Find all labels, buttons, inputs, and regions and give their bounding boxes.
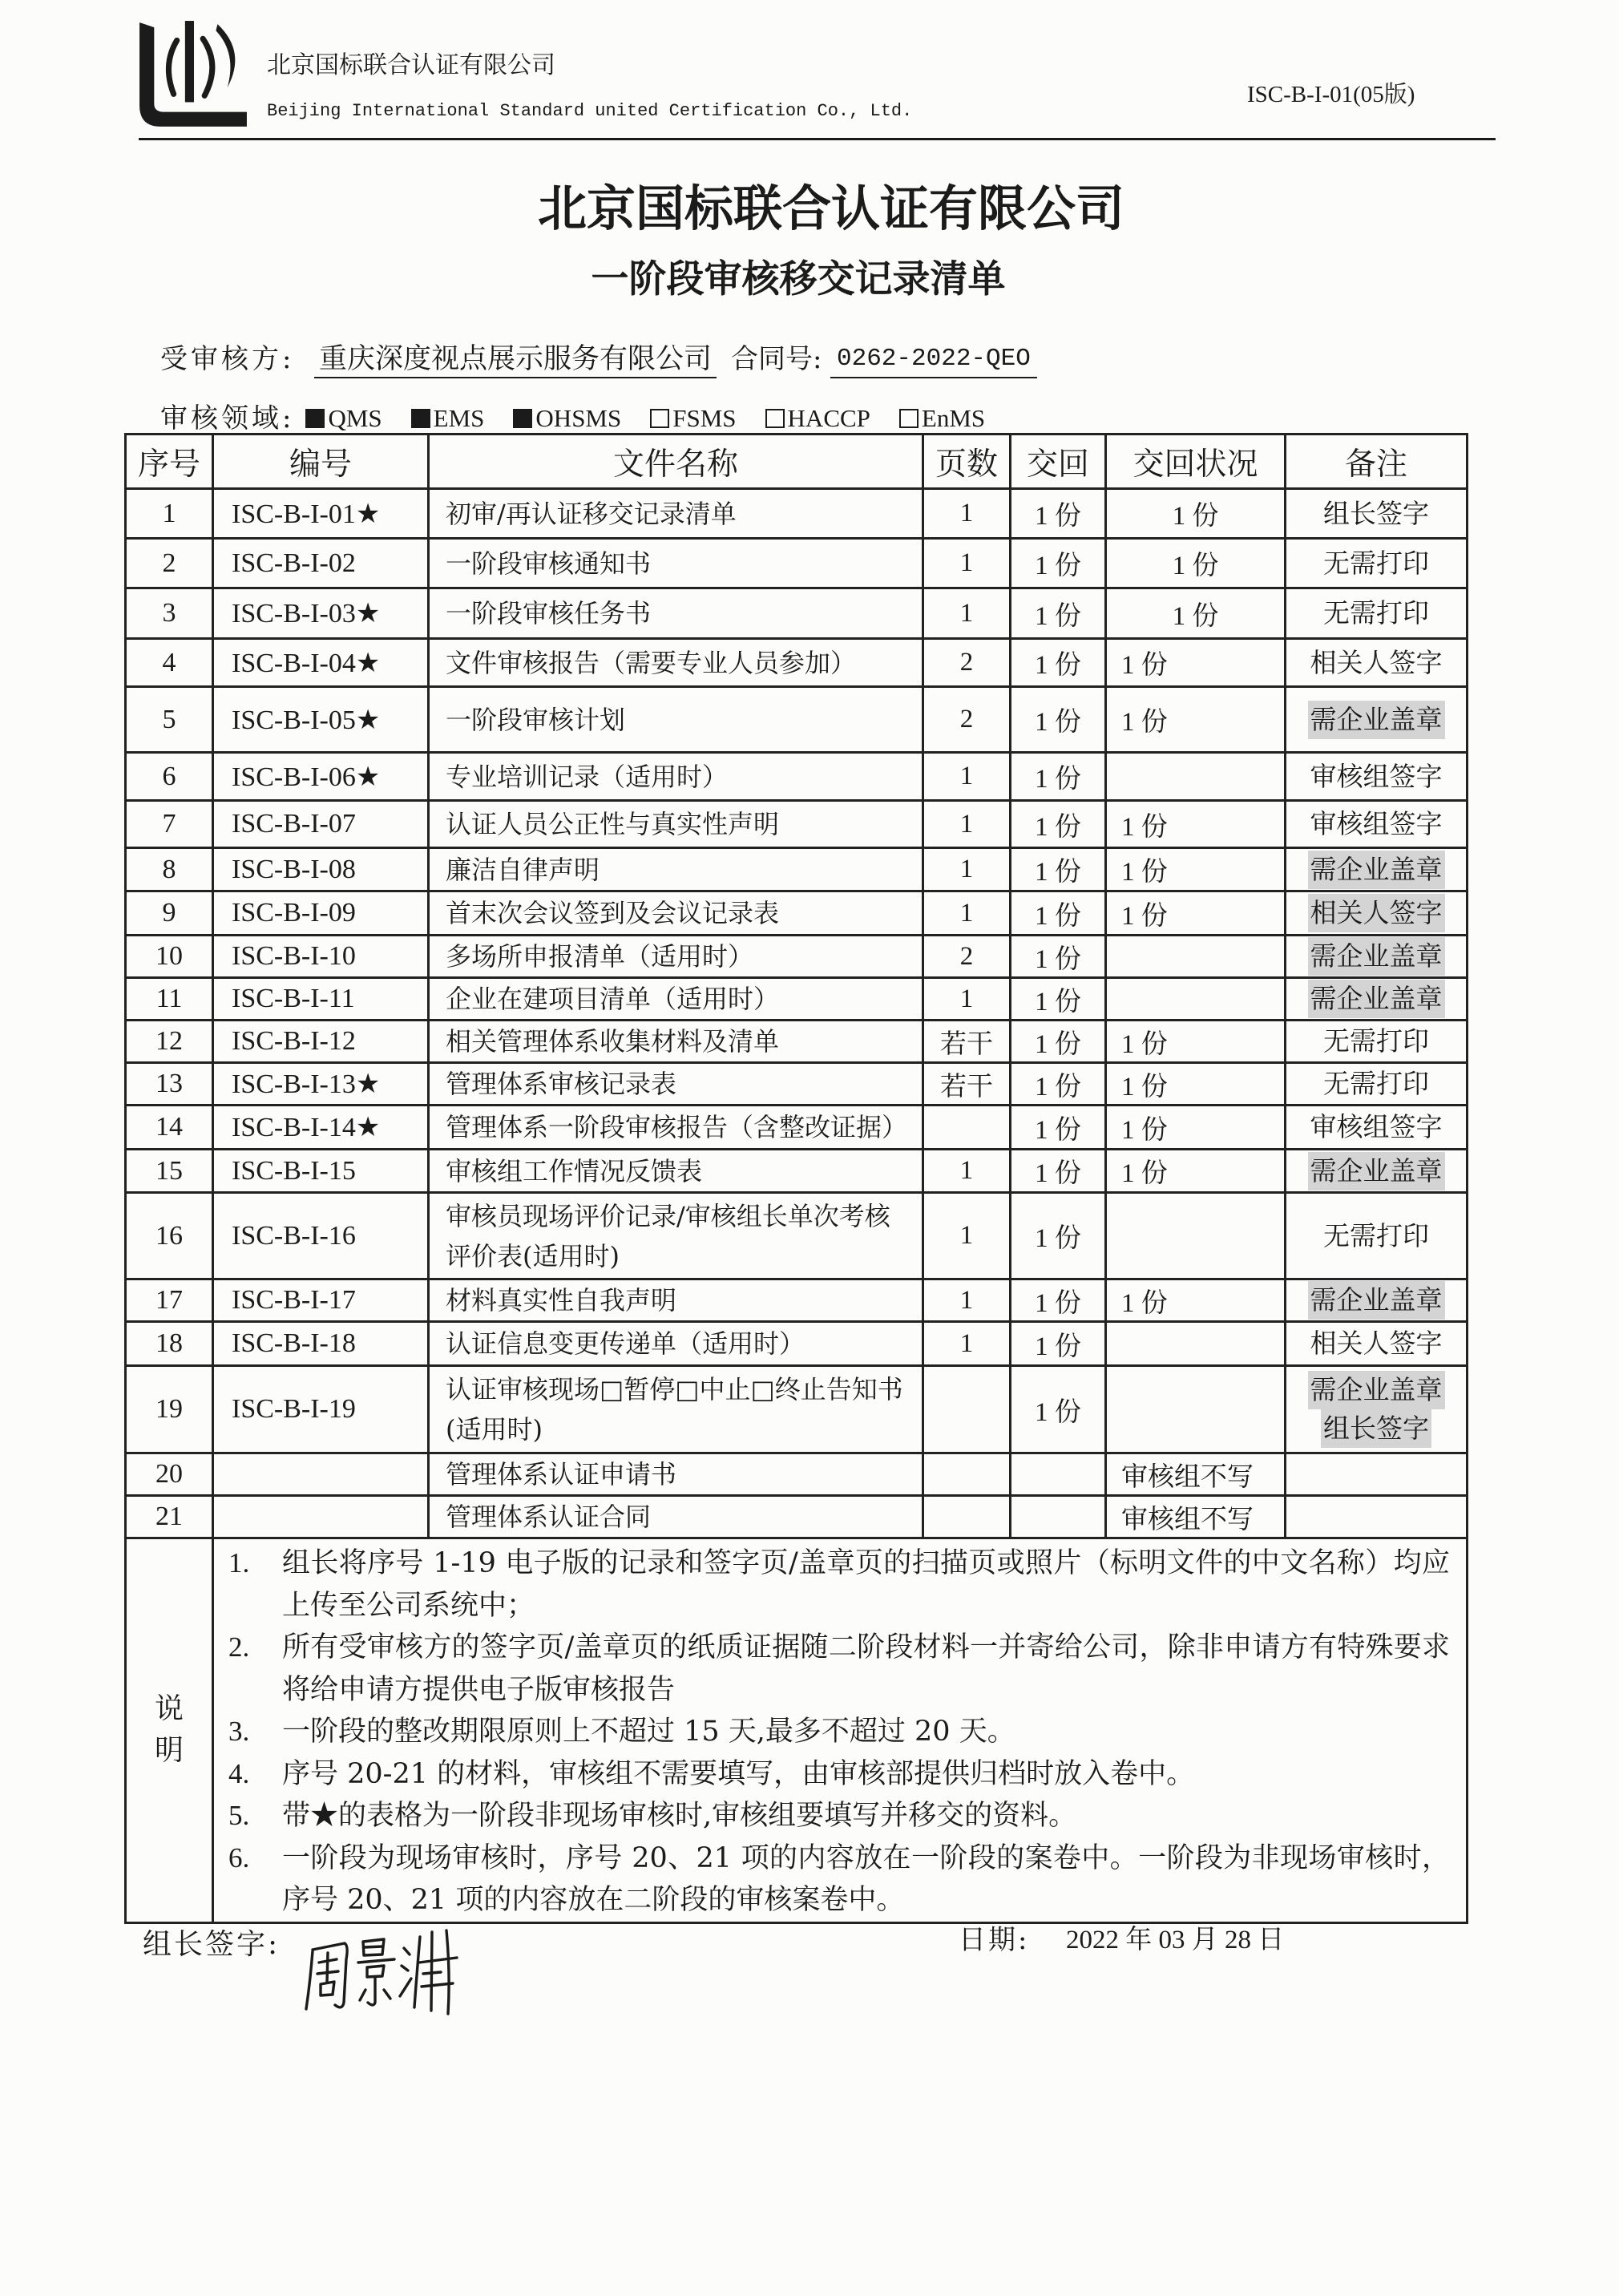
remark-text: 需企业盖章 [1308, 1281, 1445, 1320]
document-name-cell: 一阶段审核任务书 [429, 588, 923, 639]
document-code-cell: ISC-B-I-17 [213, 1279, 429, 1322]
remark-text: 组长签字 [1323, 497, 1429, 529]
return-status-cell [1106, 936, 1286, 978]
table-row [126, 639, 1468, 687]
note-item [228, 1711, 1450, 1753]
remarks-cell [1286, 539, 1468, 588]
page-count-cell: 1 [923, 1279, 1011, 1322]
audit-domain-option [411, 401, 485, 436]
document-name-cell: 审核组工作情况反馈表 [429, 1150, 923, 1193]
date-label: 日期: [959, 1924, 1030, 1956]
table-row [126, 1193, 1468, 1279]
note-item [228, 1542, 1450, 1627]
note-number: 4. [228, 1757, 250, 1789]
return-status-cell: 1 份 [1106, 848, 1286, 891]
row-number-cell: 10 [126, 936, 213, 978]
table-row [126, 1322, 1468, 1366]
remark-text: 需企业盖章 [1308, 701, 1445, 739]
remarks-cell [1286, 753, 1468, 801]
document-name-cell: 首末次会议签到及会议记录表 [429, 891, 923, 936]
remark-text: 无需打印 [1323, 1025, 1429, 1057]
notes-list [228, 1542, 1450, 1922]
returned-count-cell: 1 份 [1011, 1279, 1106, 1322]
document-code-cell: ISC-B-I-08 [213, 848, 429, 891]
table-row [126, 1496, 1468, 1538]
document-name-cell: 认证信息变更传递单（适用时） [429, 1322, 923, 1366]
row-number-cell: 15 [126, 1150, 213, 1193]
document-name-cell: 企业在建项目清单（适用时） [429, 978, 923, 1021]
returned-count-cell: 1 份 [1011, 848, 1106, 891]
row-number-cell: 13 [126, 1063, 213, 1106]
returned-count-cell: 1 份 [1011, 801, 1106, 848]
document-name-cell: 初审/再认证移交记录清单 [429, 489, 923, 539]
remark-text: 相关人签字 [1310, 646, 1443, 678]
notes-row [126, 1538, 1468, 1923]
document-code-cell: ISC-B-I-02 [213, 539, 429, 588]
page-subtitle: 一阶段审核移交记录清单 [591, 257, 1006, 301]
remarks-cell [1286, 1150, 1468, 1193]
return-status-cell: 1 份 [1106, 1150, 1286, 1193]
page-count-cell: 1 [923, 588, 1011, 639]
audit-domain-option [305, 401, 382, 436]
remarks-cell [1286, 1106, 1468, 1150]
checkbox-unchecked-icon [765, 409, 785, 428]
table-header-row [126, 435, 1468, 489]
page-count-cell: 1 [923, 848, 1011, 891]
page-count-cell: 1 [923, 801, 1011, 848]
return-status-cell: 1 份 [1106, 1106, 1286, 1150]
document-name-cell: 审核员现场评价记录/审核组长单次考核评价表(适用时) [429, 1193, 923, 1279]
return-status-cell [1106, 1366, 1286, 1453]
row-number-cell: 12 [126, 1021, 213, 1063]
remark-text: 审核组签字 [1310, 808, 1443, 839]
remark-text: 审核组签字 [1310, 760, 1443, 792]
returned-count-cell: 1 份 [1011, 978, 1106, 1021]
remark-text: 需企业盖章 [1308, 980, 1445, 1018]
checkbox-unchecked-icon [650, 409, 669, 428]
row-number-cell: 17 [126, 1279, 213, 1322]
return-status-cell: 1 份 [1106, 489, 1286, 539]
column-header-returned: 交回 [1011, 435, 1106, 489]
row-number-cell: 19 [126, 1366, 213, 1453]
table-row [126, 891, 1468, 936]
note-item [228, 1795, 1450, 1837]
row-number-cell: 4 [126, 639, 213, 687]
returned-count-cell: 1 份 [1011, 539, 1106, 588]
table-row [126, 687, 1468, 753]
return-status-cell: 审核组不写 [1106, 1496, 1286, 1538]
audit-domain-label: FSMS [672, 404, 737, 432]
note-text: 一阶段的整改期限原则上不超过 15 天,最多不超过 20 天。 [282, 1716, 1015, 1748]
returned-count-cell: 1 份 [1011, 687, 1106, 753]
document-name-cell: 一阶段审核通知书 [429, 539, 923, 588]
returned-count-cell: 1 份 [1011, 1366, 1106, 1453]
page-count-cell: 1 [923, 978, 1011, 1021]
handwritten-signature-icon [303, 1926, 463, 2018]
returned-count-cell: 1 份 [1011, 1106, 1106, 1150]
table-row [126, 753, 1468, 801]
note-number: 5. [228, 1800, 250, 1831]
page-count-cell: 1 [923, 753, 1011, 801]
row-number-cell: 3 [126, 588, 213, 639]
row-number-cell: 1 [126, 489, 213, 539]
document-code-cell: ISC-B-I-10 [213, 936, 429, 978]
remark-text: 需企业盖章 [1308, 1152, 1445, 1190]
column-header-pages: 页数 [923, 435, 1011, 489]
row-number-cell: 2 [126, 539, 213, 588]
returned-count-cell: 1 份 [1011, 1322, 1106, 1366]
return-status-cell: 1 份 [1106, 687, 1286, 753]
remark-text: 相关人签字 [1310, 1328, 1443, 1359]
remarks-cell [1286, 687, 1468, 753]
remarks-cell [1286, 978, 1468, 1021]
remarks-cell [1286, 489, 1468, 539]
table-row [126, 848, 1468, 891]
table-row [126, 588, 1468, 639]
note-number: 3. [228, 1716, 250, 1747]
document-name-cell: 多场所申报清单（适用时） [429, 936, 923, 978]
table-body [126, 489, 1468, 1538]
audit-domain-option [899, 401, 985, 436]
table-row [126, 1279, 1468, 1322]
table-row [126, 539, 1468, 588]
document-name-cell: 相关管理体系收集材料及清单 [429, 1021, 923, 1063]
remark-text: 无需打印 [1323, 1068, 1429, 1099]
remarks-cell [1286, 639, 1468, 687]
audit-domains [160, 401, 1014, 436]
page-count-cell: 2 [923, 639, 1011, 687]
returned-count-cell: 1 份 [1011, 936, 1106, 978]
document-code-cell: ISC-B-I-06★ [213, 753, 429, 801]
column-header-return-status: 交回状况 [1106, 435, 1286, 489]
return-status-cell [1106, 978, 1286, 1021]
checkbox-checked-icon [513, 409, 532, 428]
checkbox-checked-icon [411, 409, 430, 428]
table-row [126, 936, 1468, 978]
company-name-cn: 北京国标联合认证有限公司 [267, 51, 555, 79]
header-divider [139, 138, 1496, 140]
column-header-number: 序号 [126, 435, 213, 489]
returned-count-cell: 1 份 [1011, 1150, 1106, 1193]
remark-text: 需企业盖章 [1308, 1371, 1445, 1409]
page-count-cell [923, 1496, 1011, 1538]
table-row [126, 1150, 1468, 1193]
document-code-cell: ISC-B-I-01★ [213, 489, 429, 539]
row-number-cell: 14 [126, 1106, 213, 1150]
remark-text: 相关人签字 [1308, 894, 1445, 932]
remarks-cell [1286, 1063, 1468, 1106]
page-count-cell: 1 [923, 1322, 1011, 1366]
document-name-cell: 管理体系一阶段审核报告（含整改证据） [429, 1106, 923, 1150]
remark-text: 无需打印 [1323, 1219, 1429, 1251]
document-code-cell: ISC-B-I-11 [213, 978, 429, 1021]
note-item [228, 1837, 1450, 1922]
audit-domain-label: HACCP [787, 404, 870, 432]
returned-count-cell: 1 份 [1011, 1063, 1106, 1106]
table-row [126, 1453, 1468, 1496]
return-status-cell: 1 份 [1106, 539, 1286, 588]
row-number-cell: 7 [126, 801, 213, 848]
returned-count-cell [1011, 1496, 1106, 1538]
column-header-code: 编号 [213, 435, 429, 489]
document-name-cell: 认证人员公正性与真实性声明 [429, 801, 923, 848]
note-text: 带★的表格为一阶段非现场审核时,审核组要填写并移交的资料。 [282, 1800, 1077, 1832]
returned-count-cell: 1 份 [1011, 1193, 1106, 1279]
page-count-cell [923, 1453, 1011, 1496]
remarks-cell [1286, 801, 1468, 848]
row-number-cell: 6 [126, 753, 213, 801]
audit-domain-label: QMS [328, 404, 382, 432]
return-status-cell: 1 份 [1106, 1063, 1286, 1106]
note-text: 一阶段为现场审核时，序号 20、21 项的内容放在一阶段的案卷中。一阶段为非现场审核时，序号 20、21 项的内容放在二阶段的审核案卷中。 [282, 1841, 1450, 1916]
audit-domain-label: OHSMS [535, 404, 622, 432]
document-code-cell: ISC-B-I-15 [213, 1150, 429, 1193]
page-title: 北京国标联合认证有限公司 [537, 180, 1124, 237]
return-status-cell: 1 份 [1106, 1021, 1286, 1063]
document-code-cell: ISC-B-I-12 [213, 1021, 429, 1063]
table-row [126, 978, 1468, 1021]
document-code-cell: ISC-B-I-19 [213, 1366, 429, 1453]
document-name-cell: 管理体系认证合同 [429, 1496, 923, 1538]
remarks-cell [1286, 1021, 1468, 1063]
row-number-cell: 18 [126, 1322, 213, 1366]
return-status-cell [1106, 1322, 1286, 1366]
page-count-cell: 若干 [923, 1021, 1011, 1063]
table-row [126, 1366, 1468, 1453]
document-code-cell: ISC-B-I-07 [213, 801, 429, 848]
page-count-cell: 2 [923, 936, 1011, 978]
table-row [126, 489, 1468, 539]
note-item [228, 1753, 1450, 1796]
return-status-cell: 1 份 [1106, 588, 1286, 639]
checkbox-checked-icon [305, 409, 325, 428]
page-count-cell: 1 [923, 489, 1011, 539]
column-header-document-name: 文件名称 [429, 435, 923, 489]
remarks-cell [1286, 1322, 1468, 1366]
returned-count-cell: 1 份 [1011, 753, 1106, 801]
document-code-cell: ISC-B-I-13★ [213, 1063, 429, 1106]
audit-domain-option [765, 401, 870, 436]
checkbox-unchecked-icon [899, 409, 919, 428]
table-row [126, 1063, 1468, 1106]
page-count-cell: 2 [923, 687, 1011, 753]
audit-domain-label: EnMS [921, 404, 986, 432]
document-code-cell: ISC-B-I-18 [213, 1322, 429, 1366]
document-code-cell: ISC-B-I-05★ [213, 687, 429, 753]
returned-count-cell: 1 份 [1011, 1021, 1106, 1063]
document-name-cell: 一阶段审核计划 [429, 687, 923, 753]
column-header-remarks: 备注 [1286, 435, 1468, 489]
remarks-cell [1286, 848, 1468, 891]
page-count-cell: 1 [923, 1150, 1011, 1193]
auditee-name: 重庆深度视点展示服务有限公司 [314, 342, 717, 378]
page-count-cell [923, 1366, 1011, 1453]
audit-domain-option [650, 401, 736, 436]
remarks-cell [1286, 1279, 1468, 1322]
table-row [126, 801, 1468, 848]
contract-label: 合同号: [731, 343, 822, 375]
document-code-cell: ISC-B-I-16 [213, 1193, 429, 1279]
document-code: ISC-B-I-01(05版) [1247, 82, 1415, 107]
document-name-cell: 文件审核报告（需要专业人员参加） [429, 639, 923, 687]
page-count-cell: 若干 [923, 1063, 1011, 1106]
document-code-cell [213, 1496, 429, 1538]
note-text: 序号 20-21 的材料，审核组不需要填写，由审核部提供归档时放入卷中。 [282, 1757, 1195, 1790]
return-status-cell: 1 份 [1106, 891, 1286, 936]
auditee-label: 受审核方: [160, 343, 295, 375]
returned-count-cell [1011, 1453, 1106, 1496]
remark-text: 无需打印 [1323, 597, 1429, 629]
team-leader-signature-label: 组长签字: [143, 1928, 281, 1961]
handover-record-table [124, 433, 1468, 1924]
document-name-cell: 专业培训记录（适用时） [429, 753, 923, 801]
document-name-cell: 认证审核现场□暂停□中止□终止告知书(适用时) [429, 1366, 923, 1453]
table-row [126, 1021, 1468, 1063]
row-number-cell: 9 [126, 891, 213, 936]
row-number-cell: 16 [126, 1193, 213, 1279]
page-count-cell: 1 [923, 891, 1011, 936]
returned-count-cell: 1 份 [1011, 891, 1106, 936]
returned-count-cell: 1 份 [1011, 588, 1106, 639]
remarks-cell [1286, 936, 1468, 978]
document-name-cell: 廉洁自律声明 [429, 848, 923, 891]
returned-count-cell: 1 份 [1011, 489, 1106, 539]
company-logo-icon [136, 19, 250, 133]
remarks-cell [1286, 1366, 1468, 1453]
return-status-cell: 审核组不写 [1106, 1453, 1286, 1496]
note-number: 2. [228, 1631, 250, 1663]
remarks-cell [1286, 891, 1468, 936]
document-name-cell: 管理体系审核记录表 [429, 1063, 923, 1106]
audit-domain-label: EMS [433, 404, 485, 432]
page-count-cell: 1 [923, 539, 1011, 588]
remark-text: 需企业盖章 [1308, 851, 1445, 889]
row-number-cell: 5 [126, 687, 213, 753]
row-number-cell: 20 [126, 1453, 213, 1496]
note-text: 组长将序号 1-19 电子版的记录和签字页/盖章页的扫描页或照片（标明文件的中文名称）均应上传至公司系统中； [282, 1547, 1450, 1622]
audit-domain-options [305, 401, 1014, 436]
contract-number: 0262-2022-QEO [830, 342, 1037, 378]
audit-domains-label: 审核领域: [160, 402, 295, 435]
remarks-cell [1286, 1193, 1468, 1279]
return-status-cell: 1 份 [1106, 801, 1286, 848]
notes-cell [213, 1538, 1468, 1923]
row-number-cell: 8 [126, 848, 213, 891]
document-name-cell: 材料真实性自我声明 [429, 1279, 923, 1322]
return-status-cell [1106, 1193, 1286, 1279]
notes-label-cell [126, 1538, 213, 1923]
return-status-cell: 1 份 [1106, 1279, 1286, 1322]
notes-section [126, 1538, 1468, 1923]
remarks-cell [1286, 588, 1468, 639]
document-code-cell: ISC-B-I-14★ [213, 1106, 429, 1150]
row-number-cell: 11 [126, 978, 213, 1021]
date-value: 2022 年 03 月 28 日 [1066, 1926, 1285, 1954]
document-code-cell [213, 1453, 429, 1496]
document-name-cell: 管理体系认证申请书 [429, 1453, 923, 1496]
return-status-cell: 1 份 [1106, 639, 1286, 687]
page-count-cell: 1 [923, 1193, 1011, 1279]
remark-text: 需企业盖章 [1308, 937, 1445, 976]
note-number: 1. [228, 1547, 250, 1578]
document-code-cell: ISC-B-I-03★ [213, 588, 429, 639]
page-count-cell [923, 1106, 1011, 1150]
remark-text: 无需打印 [1323, 547, 1429, 579]
document-code-cell: ISC-B-I-04★ [213, 639, 429, 687]
document-code-cell: ISC-B-I-09 [213, 891, 429, 936]
remark-text: 审核组签字 [1310, 1111, 1443, 1142]
returned-count-cell: 1 份 [1011, 639, 1106, 687]
table-row [126, 1106, 1468, 1150]
audit-domain-option [513, 401, 621, 436]
row-number-cell: 21 [126, 1496, 213, 1538]
return-status-cell [1106, 753, 1286, 801]
remarks-cell [1286, 1453, 1468, 1496]
remarks-cell [1286, 1496, 1468, 1538]
note-item [228, 1627, 1450, 1711]
notes-label: 说明 [155, 1692, 184, 1768]
company-name-en: Beijing International Standard united Certification Co., Ltd. [267, 101, 913, 121]
remark-text: 组长签字 [1321, 1409, 1431, 1448]
note-text: 所有受审核方的签字页/盖章页的纸质证据随二阶段材料一并寄给公司，除非申请方有特殊要求将给申请方提供电子版审核报告 [282, 1631, 1450, 1706]
note-number: 6. [228, 1841, 250, 1874]
